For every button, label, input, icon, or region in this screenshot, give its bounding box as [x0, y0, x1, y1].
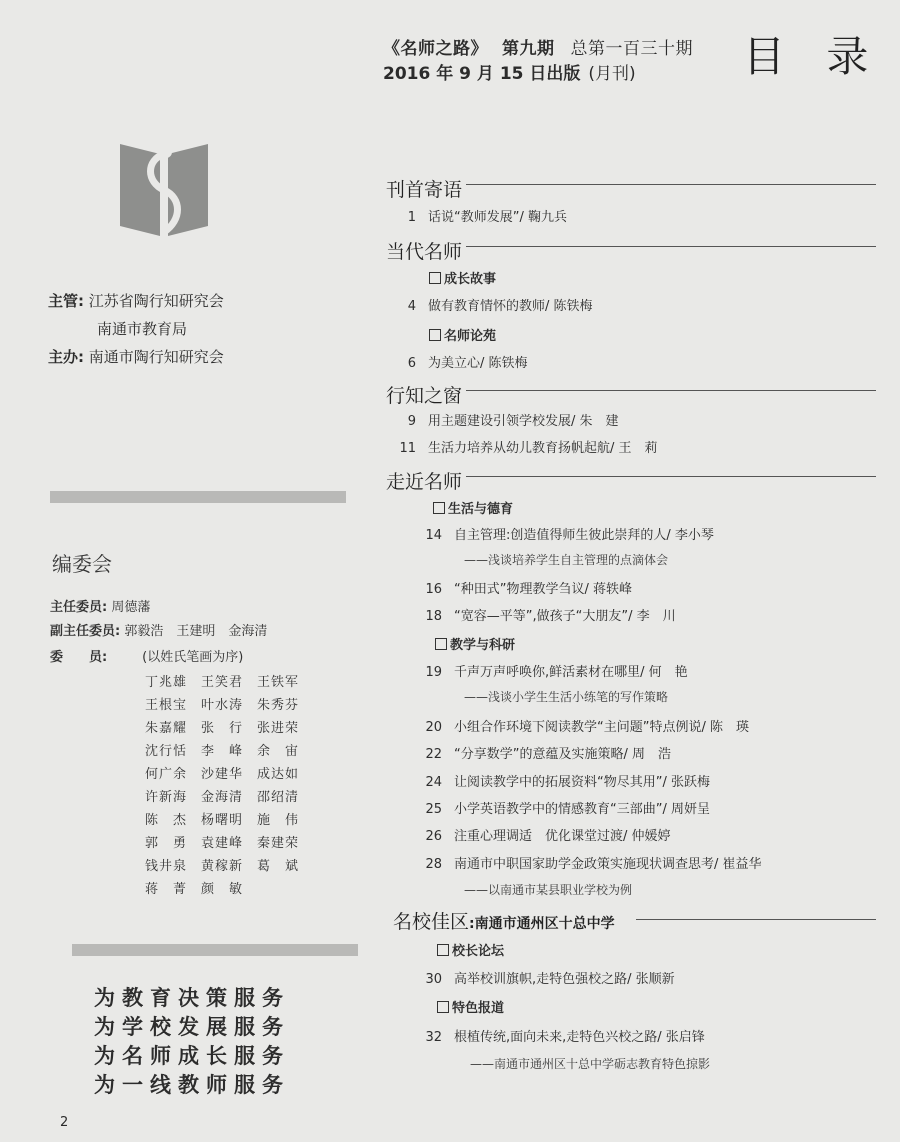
organizer: 南通市陶行知研究会	[88, 348, 224, 366]
publish-date: 2016 年 9 月 15 日出版	[383, 64, 581, 84]
toc-entry-text: 自主管理:创造值得师生彼此崇拜的人/ 李小琴	[454, 528, 714, 543]
vice-director-label: 副主任委员:	[50, 624, 121, 639]
toc-entry-text: 话说“教师发展”/ 鞠九兵	[428, 210, 567, 225]
toc-entry-text: 注重心理调适 优化课堂过渡/ 仲媛婷	[454, 829, 671, 844]
toc-entry[interactable]	[420, 853, 762, 872]
member-row: 王根宝 叶水涛 朱秀芬	[145, 698, 300, 713]
toc-entry-text: 让阅读教学中的拓展资料“物尽其用”/ 张跃梅	[454, 775, 710, 790]
total-issue: 总第一百三十期	[570, 39, 693, 59]
organizer-line	[48, 346, 224, 367]
toc-entry-text: 根植传统,面向未来,走特色兴校之路/ 张启锋	[454, 1030, 705, 1045]
toc-entry-text: 小组合作环境下阅读教学“主问题”特点例说/ 陈 瑛	[454, 720, 749, 735]
toc-entry-text: 生活力培养从幼儿教育扬帆起航/ 王 莉	[428, 441, 658, 456]
member-row: 何广余 沙建华 成达如	[145, 767, 300, 782]
checkbox-square-icon	[435, 638, 447, 650]
supervisor-2: 南通市教育局	[97, 320, 188, 338]
director-label: 主任委员:	[50, 600, 108, 615]
toc-entry-page: 20	[425, 720, 442, 735]
toc-entry[interactable]	[420, 578, 632, 597]
toc-entry[interactable]	[420, 771, 710, 790]
slogan: 为教育决策服务	[94, 986, 290, 1010]
issue-header-line2	[383, 59, 636, 84]
supervisor-1: 江苏省陶行知研究会	[88, 292, 224, 310]
subsection-label: 名师论苑	[429, 325, 496, 344]
director-row	[50, 596, 150, 615]
subsection-label: 成长故事	[429, 268, 496, 287]
toc-entry-text: 为美立心/ 陈铁梅	[428, 356, 528, 371]
toc-entry[interactable]	[420, 605, 676, 624]
member-row: 沈行恬 李 峰 余 宙	[145, 744, 300, 759]
checkbox-square-icon	[429, 329, 441, 341]
checkbox-square-icon	[429, 272, 441, 284]
toc-entry[interactable]	[420, 798, 710, 817]
toc-entry-page: 1	[407, 210, 416, 225]
toc-entry-page: 22	[425, 747, 442, 762]
toc-entry-page: 9	[407, 414, 416, 429]
toc-entry-text: “种田式”物理教学刍议/ 蒋轶峰	[454, 582, 632, 597]
checkbox-square-icon	[437, 1001, 449, 1013]
toc-entry-text: 南通市中职国家助学金政策实施现状调查思考/ 崔益华	[454, 857, 762, 872]
members-row	[50, 646, 243, 665]
journal-name: 《名师之路》	[383, 39, 488, 59]
toc-entry-page: 24	[425, 775, 442, 790]
toc-entry-page: 6	[407, 356, 416, 371]
toc-entry-text: 做有教育情怀的教师/ 陈铁梅	[428, 299, 593, 314]
toc-entry[interactable]	[420, 524, 714, 543]
toc-entry-subtitle: ——南通市通州区十总中学砺志教育特色掠影	[470, 1057, 711, 1071]
section-rule	[466, 476, 876, 477]
issue-number: 第九期	[502, 39, 555, 59]
issue-header-line1	[383, 34, 693, 59]
section-title: 行知之窗	[386, 385, 463, 407]
toc-entry-page: 4	[407, 299, 416, 314]
toc-entry-page: 26	[425, 829, 442, 844]
toc-entry[interactable]	[420, 825, 671, 844]
member-row: 丁兆雄 王笑君 王铁军	[145, 675, 300, 690]
members-label: 委 员:	[50, 650, 108, 665]
toc-entry-text: 高举校训旗帜,走特色强校之路/ 张顺新	[454, 972, 675, 987]
members-note: (以姓氏笔画为序)	[142, 650, 244, 665]
vice-director-row	[50, 620, 267, 639]
toc-entry[interactable]	[420, 661, 688, 680]
toc-entry[interactable]	[394, 437, 658, 456]
editorial-board-title: 编委会	[52, 552, 112, 576]
toc-entry[interactable]	[394, 410, 619, 429]
toc-entry-subtitle: ——以南通市某县职业学校为例	[464, 883, 633, 897]
toc-entry-page: 11	[399, 441, 416, 456]
slogan: 为一线教师服务	[94, 1073, 290, 1097]
toc-entry-text: 用主题建设引领学校发展/ 朱 建	[428, 414, 619, 429]
member-row: 陈 杰 杨曙明 施 伟	[145, 813, 300, 828]
toc-entry-page: 32	[425, 1030, 442, 1045]
section-rule	[466, 390, 876, 391]
supervisor-label: 主管:	[48, 292, 84, 310]
section-title-suffix: :南通市通州区十总中学	[469, 916, 615, 932]
member-row: 许新海 金海清 邵绍清	[145, 790, 300, 805]
toc-title: 目 录	[743, 32, 883, 81]
section-rule	[466, 184, 876, 185]
section-title: 走近名师	[386, 471, 463, 493]
member-row: 蒋 菁 颜 敏	[145, 882, 244, 897]
checkbox-square-icon	[433, 502, 445, 514]
toc-entry[interactable]	[420, 1026, 705, 1045]
toc-entry[interactable]	[420, 743, 671, 762]
member-row: 钱井泉 黄稼新 葛 斌	[145, 859, 300, 874]
toc-entry-text: “分享数学”的意蕴及实施策略/ 周 浩	[454, 747, 671, 762]
journal-logo-icon	[118, 140, 210, 236]
divider-bar	[72, 944, 358, 956]
subsection-label: 教学与科研	[435, 634, 515, 653]
vice-director-names: 郭毅浩 王建明 金海清	[124, 624, 268, 639]
section-title: 当代名师	[386, 241, 463, 263]
checkbox-square-icon	[437, 944, 449, 956]
toc-entry-page: 14	[425, 528, 442, 543]
section-title: 刊首寄语	[386, 179, 463, 201]
organizer-label: 主办:	[48, 348, 84, 366]
toc-entry-text: “宽容—平等”,做孩子“大朋友”/ 李 川	[454, 609, 676, 624]
toc-entry-page: 19	[425, 665, 442, 680]
toc-entry-text: 小学英语教学中的情感教育“三部曲”/ 周妍呈	[454, 802, 710, 817]
divider-bar	[50, 491, 346, 503]
toc-entry[interactable]	[420, 968, 675, 987]
toc-entry-text: 千声万声呼唤你,鲜活素材在哪里/ 何 艳	[454, 665, 688, 680]
section-rule	[636, 919, 876, 920]
member-row: 朱嘉耀 张 行 张进荣	[145, 721, 300, 736]
toc-entry-subtitle: ——浅谈小学生生活小练笔的写作策略	[464, 690, 669, 704]
supervisor-line	[48, 290, 224, 311]
toc-entry[interactable]	[420, 716, 749, 735]
toc-entry-subtitle: ——浅谈培养学生自主管理的点滴体会	[464, 553, 669, 567]
toc-entry[interactable]	[394, 206, 567, 225]
toc-entry-page: 30	[425, 972, 442, 987]
slogan: 为学校发展服务	[94, 1015, 290, 1039]
page-number: 2	[60, 1115, 69, 1130]
publish-frequency: (月刊)	[588, 64, 636, 84]
section-title: 名校佳区:南通市通州区十总中学	[393, 911, 615, 933]
toc-entry-page: 18	[425, 609, 442, 624]
subsection-label: 特色报道	[437, 997, 504, 1016]
section-rule	[466, 246, 876, 247]
subsection-label: 校长论坛	[437, 940, 504, 959]
toc-entry[interactable]	[394, 352, 528, 371]
slogan: 为名师成长服务	[94, 1044, 290, 1068]
toc-entry-page: 16	[425, 582, 442, 597]
toc-entry-page: 25	[425, 802, 442, 817]
toc-entry-page: 28	[425, 857, 442, 872]
member-row: 郭 勇 袁建峰 秦建荣	[145, 836, 300, 851]
director-name: 周德藩	[111, 600, 151, 615]
subsection-label: 生活与德育	[433, 498, 513, 517]
toc-entry[interactable]	[394, 295, 593, 314]
